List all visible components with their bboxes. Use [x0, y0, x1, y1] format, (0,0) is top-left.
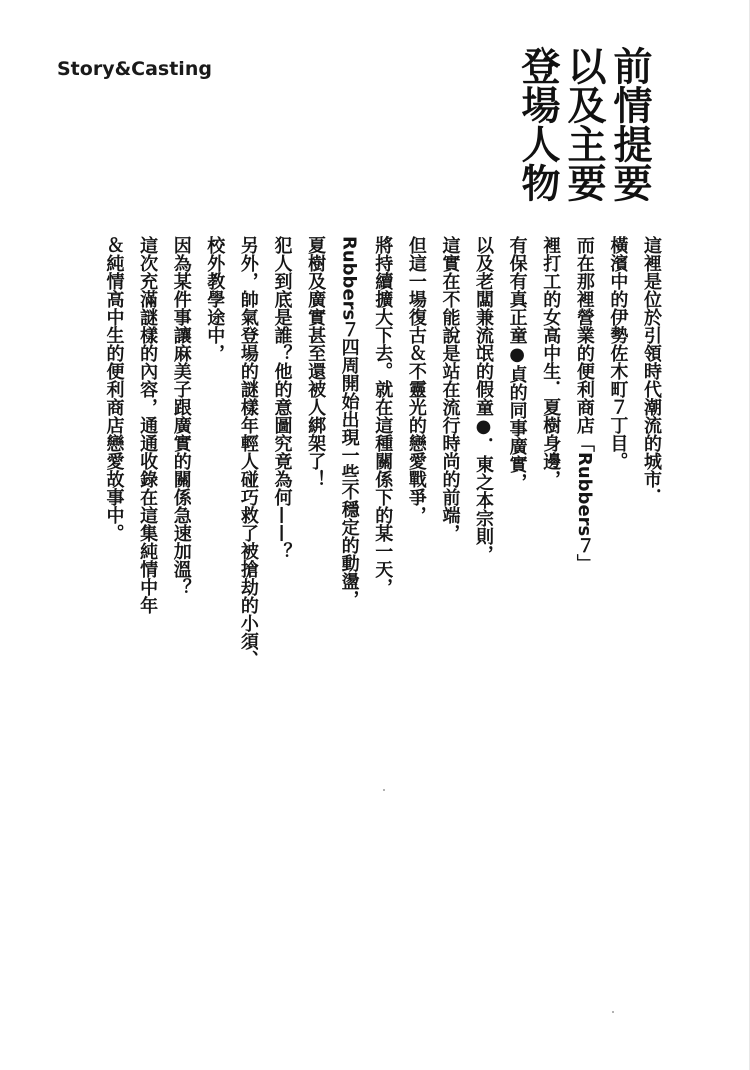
paper-speck — [383, 789, 385, 791]
summary-line: 因為某件事讓麻美子跟廣實的關係急速加溫？ — [170, 236, 192, 596]
title-line-1: 前情提要 — [607, 46, 652, 202]
paper-speck — [612, 1011, 614, 1013]
page-title — [514, 46, 652, 206]
story-summary — [97, 236, 668, 796]
title-line-3: 登場人物 — [515, 46, 560, 202]
summary-line: 但這一場復古＆不靈光的戀愛戰爭， — [405, 236, 427, 524]
summary-line: Rubbers７四周開始出現一些不穩定的動盪， — [338, 236, 360, 609]
section-label: Story&Casting — [57, 58, 212, 80]
summary-line: 而在那裡營業的便利商店「Rubbers７」 — [573, 236, 595, 573]
summary-line: 橫濱中的伊勢佐木町７丁目。 — [607, 236, 629, 470]
title-line-2: 以及主要 — [561, 46, 606, 202]
summary-line: 以及老闆兼流氓的假童●．東之本宗則， — [473, 236, 495, 563]
summary-line: 校外教學途中， — [204, 236, 226, 362]
summary-line: 另外，帥氣登場的謎樣年輕人碰巧救了被搶劫的小須、 — [237, 236, 259, 668]
summary-line: 這裡是位於引領時代潮流的城市． — [641, 236, 662, 506]
summary-line: 夏樹及廣實甚至還被人綁架了！ — [305, 236, 327, 488]
summary-line: 有保有真正童●貞的同事廣實， — [506, 236, 528, 491]
summary-line: ＆純情高中生的便利商店戀愛故事中。 — [103, 236, 125, 542]
summary-line: 犯人到底是誰？他的意圖究竟為何——？ — [271, 236, 293, 560]
summary-line: 裡打工的女高中生．夏樹身邊， — [540, 236, 562, 488]
summary-line: 這次充滿謎樣的內容，通通收錄在這集純情中年 — [137, 236, 159, 614]
summary-line: 這實在不能說是站在流行時尚的前端， — [439, 236, 461, 542]
summary-line: 將持續擴大下去。就在這種關係下的某一天， — [372, 236, 394, 596]
